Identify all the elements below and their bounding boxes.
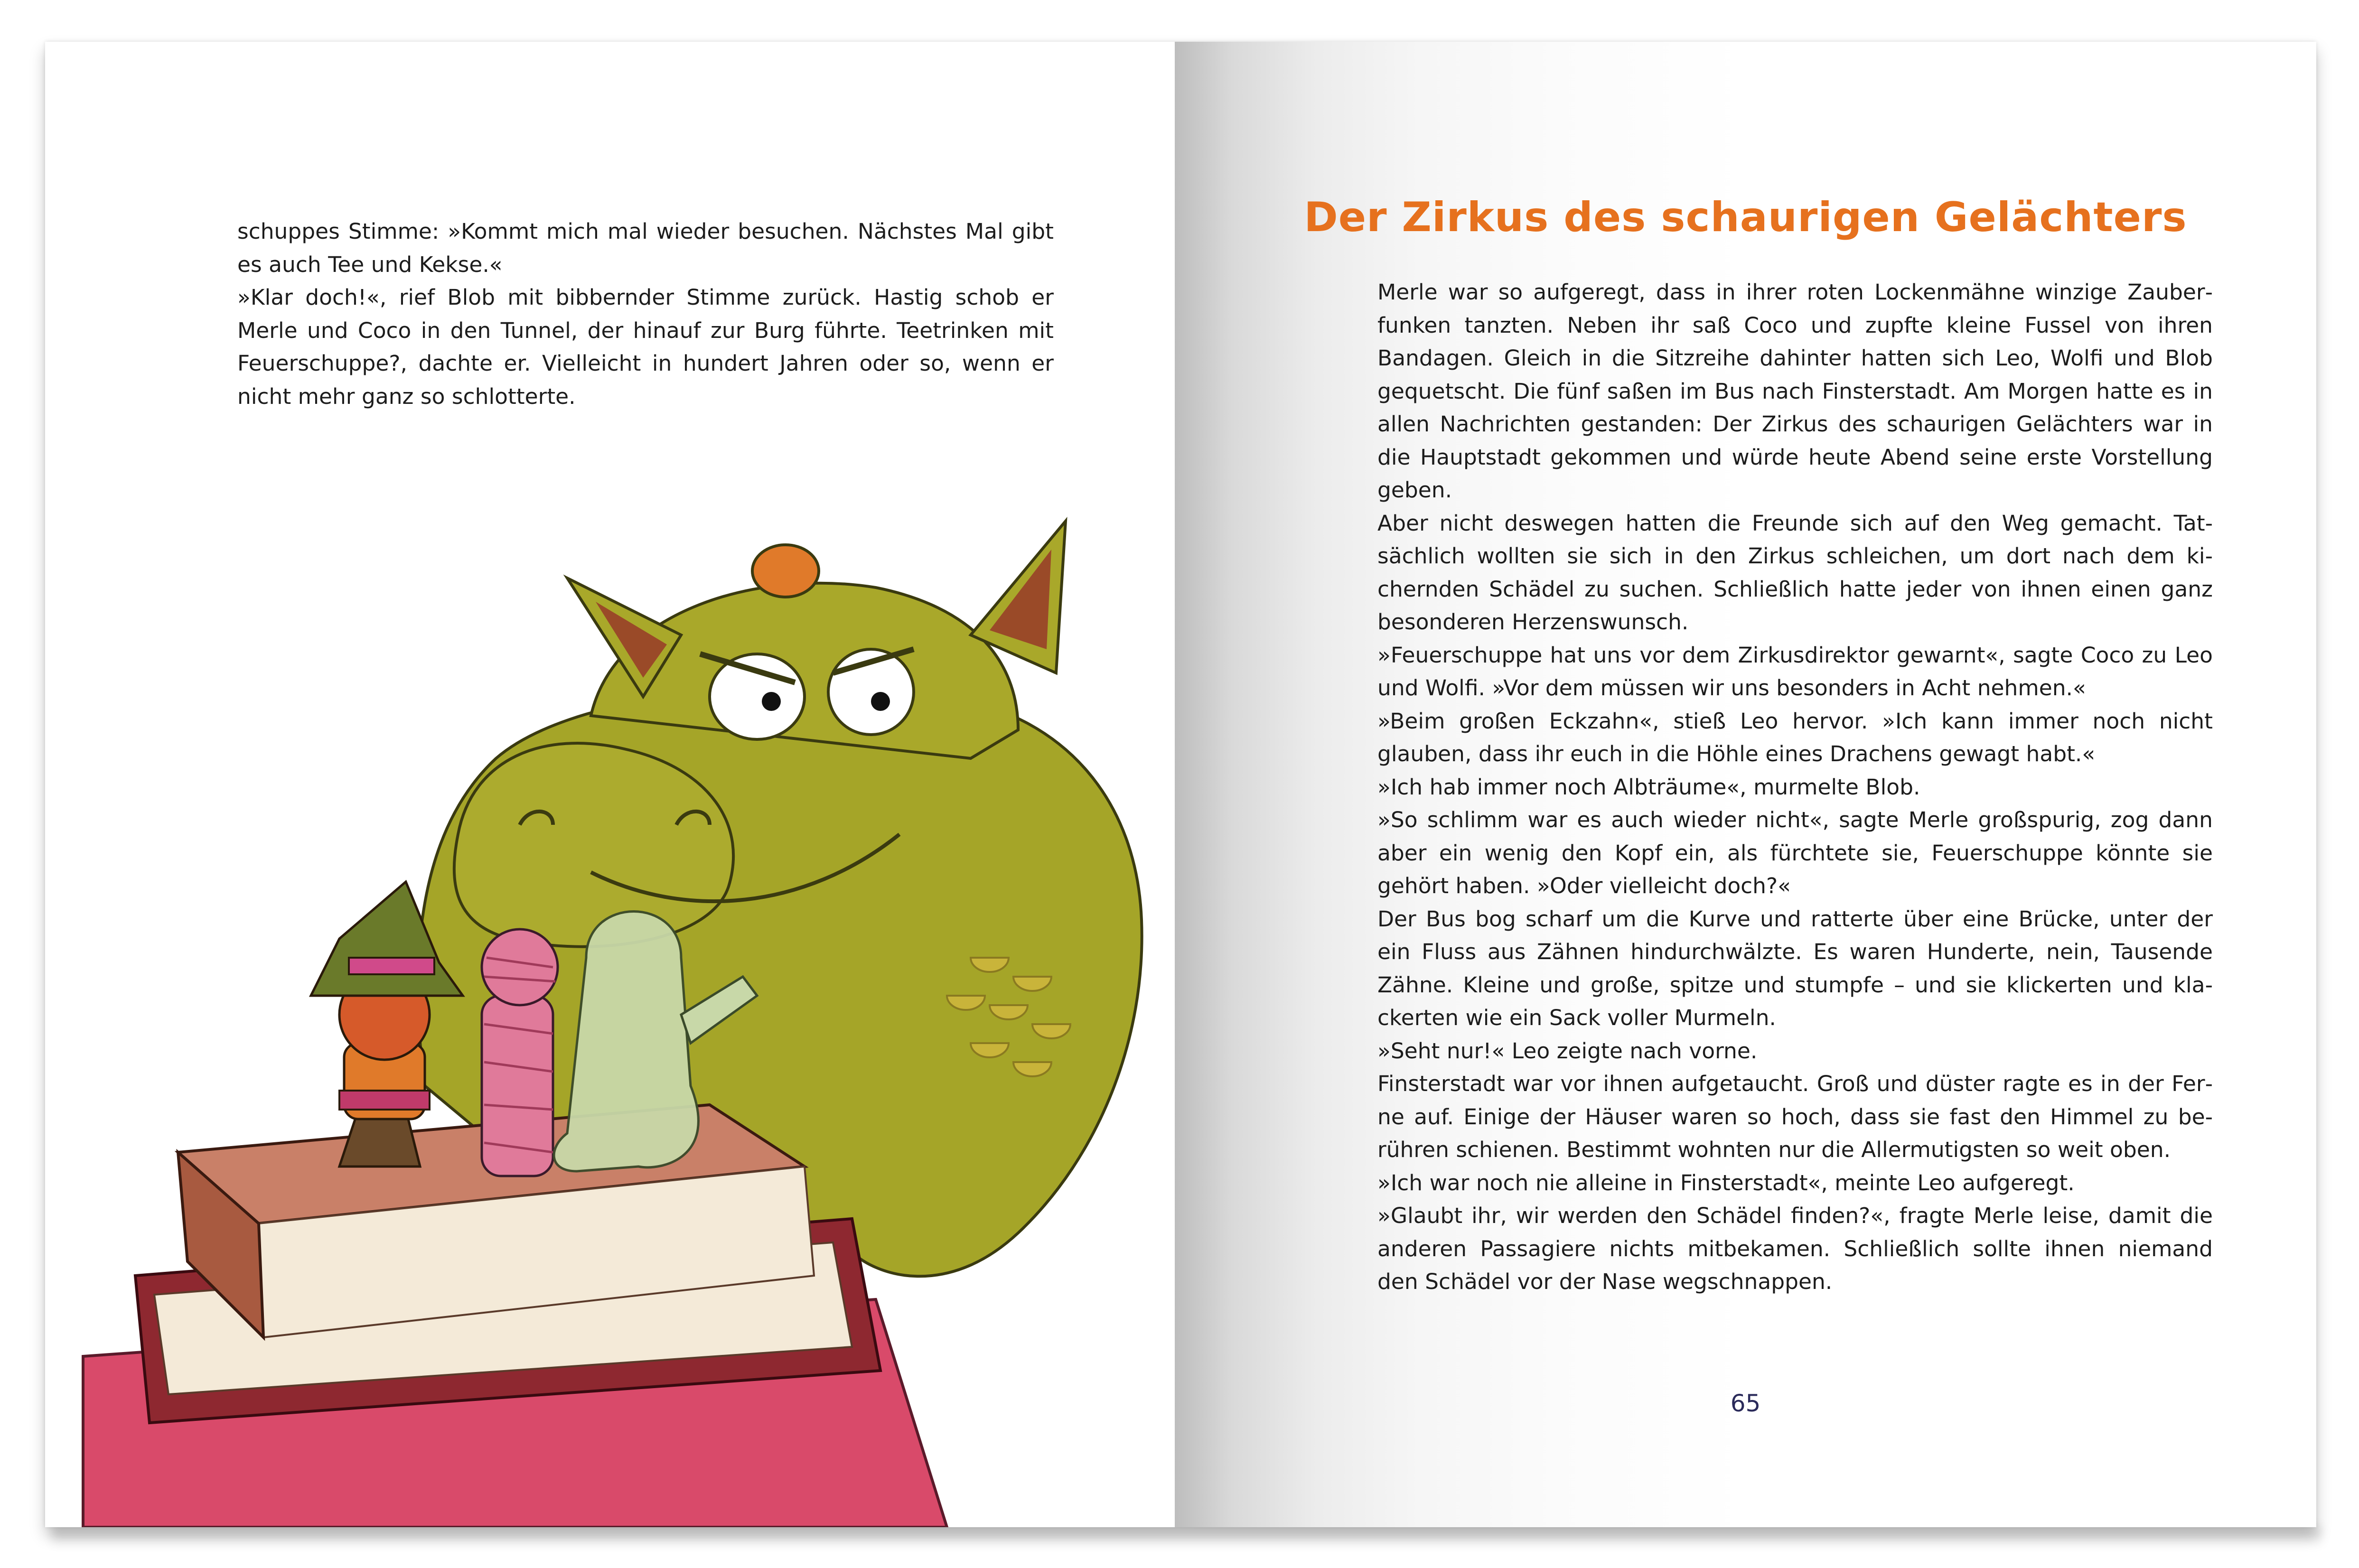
right-paragraph: Der Bus bog scharf um die Kurve und ratterte über eine Brücke, unter der ein Fluss aus Zähnen hindurchwälzte. Es waren Hunderte, nein, Tausende Zähne. Kleine und große, spitze und stumpfe – und sie klickerten und klackerten wie ein Sack voller Murmeln. [1377, 906, 2213, 1030]
right-page [1175, 42, 2316, 1527]
book-shadow [52, 1527, 2321, 1546]
right-paragraph: »Ich hab immer noch Albträume«, murmelte Blob. [1377, 774, 1920, 800]
left-page [45, 42, 1175, 1527]
page-number: 65 [1730, 1390, 1761, 1417]
right-paragraph: »Seht nur!« Leo zeigte nach vorne. [1377, 1038, 1758, 1064]
right-paragraph: »Beim großen Eckzahn«, stieß Leo hervor. »Ich kann immer noch nicht glauben, dass ihr euch in die Höhle eines Drachens gewagt habt.« [1377, 708, 2213, 766]
mummy-character [482, 929, 558, 1176]
left-page-text [237, 215, 1054, 413]
right-paragraph: »Feuerschuppe hat uns vor dem Zirkusdirektor gewarnt«, sagte Coco zu Leo und Wolfi. »Vor dem müssen wir uns besonders in Acht nehmen.« [1377, 642, 2213, 700]
chapter-title: Der Zirkus des schaurigen Gelächters [1304, 194, 2187, 241]
left-paragraph: »Klar doch!«, rief Blob mit bibbernder Stimme zurück. Hastig schob er Merle und Coco in den Tunnel, der hinauf zur Burg führte. Teetrinken mit Feuerschuppe?, dachte er. Vielleicht in hundert Jahren oder so, wenn er nicht mehr ganz so schlotterte. [237, 285, 1054, 409]
right-paragraph: Merle war so aufgeregt, dass in ihrer roten Lockenmähne winzige Zauberfunken tanzten. Neben ihr saß Coco und zupfte kleine Fussel von ihren Bandagen. Gleich in die Sitzreihe dahinter hatten sich Leo, Wolfi und Blob gequetscht. Die fünf saßen im Bus nach Finsterstadt. Am Morgen hatte es in allen Nachrichten gestanden: Der Zirkus des schaurigen Gelächters war in die Hauptstadt gekommen und würde heute Abend seine erste Vorstellung geben. [1377, 280, 2213, 503]
right-page-text [1377, 276, 2213, 1298]
right-paragraph: »Glaubt ihr, wir werden den Schädel finden?«, fragte Merle leise, damit die anderen Passagiere nichts mitbekamen. Schließlich sollte ihnen niemand den Schädel vor der Nase wegschnappen. [1377, 1203, 2213, 1294]
illustration-dragon-and-books [45, 493, 1175, 1527]
book-spread [45, 42, 2316, 1527]
right-paragraph: Finsterstadt war vor ihnen aufgetaucht. Groß und düster ragte es in der Ferne auf. Einige der Häuser waren so hoch, dass sie fast den Himmel zu berühren schienen. Bestimmt wohnten nur die Allermutigsten so weit oben. [1377, 1071, 2213, 1162]
right-paragraph: »So schlimm war es auch wieder nicht«, sagte Merle großspurig, zog dann aber ein wenig den Kopf ein, als fürchtete sie, Feuerschuppe könnte sie gehört haben. »Oder vielleicht doch?« [1377, 807, 2213, 898]
right-paragraph: »Ich war noch nie alleine in Finsterstadt«, meinte Leo aufgeregt. [1377, 1170, 2075, 1195]
left-paragraph: schuppes Stimme: »Kommt mich mal wieder besuchen. Nächstes Mal gibt es auch Tee und Kekse.« [237, 219, 1054, 277]
right-paragraph: Aber nicht deswegen hatten die Freunde sich auf den Weg gemacht. Tatsächlich wollten sie sich in den Zirkus schleichen, um dort nach dem kichernden Schädel zu suchen. Schließlich hatte jeder von ihnen einen ganz besonderen Herzenswunsch. [1377, 510, 2213, 635]
